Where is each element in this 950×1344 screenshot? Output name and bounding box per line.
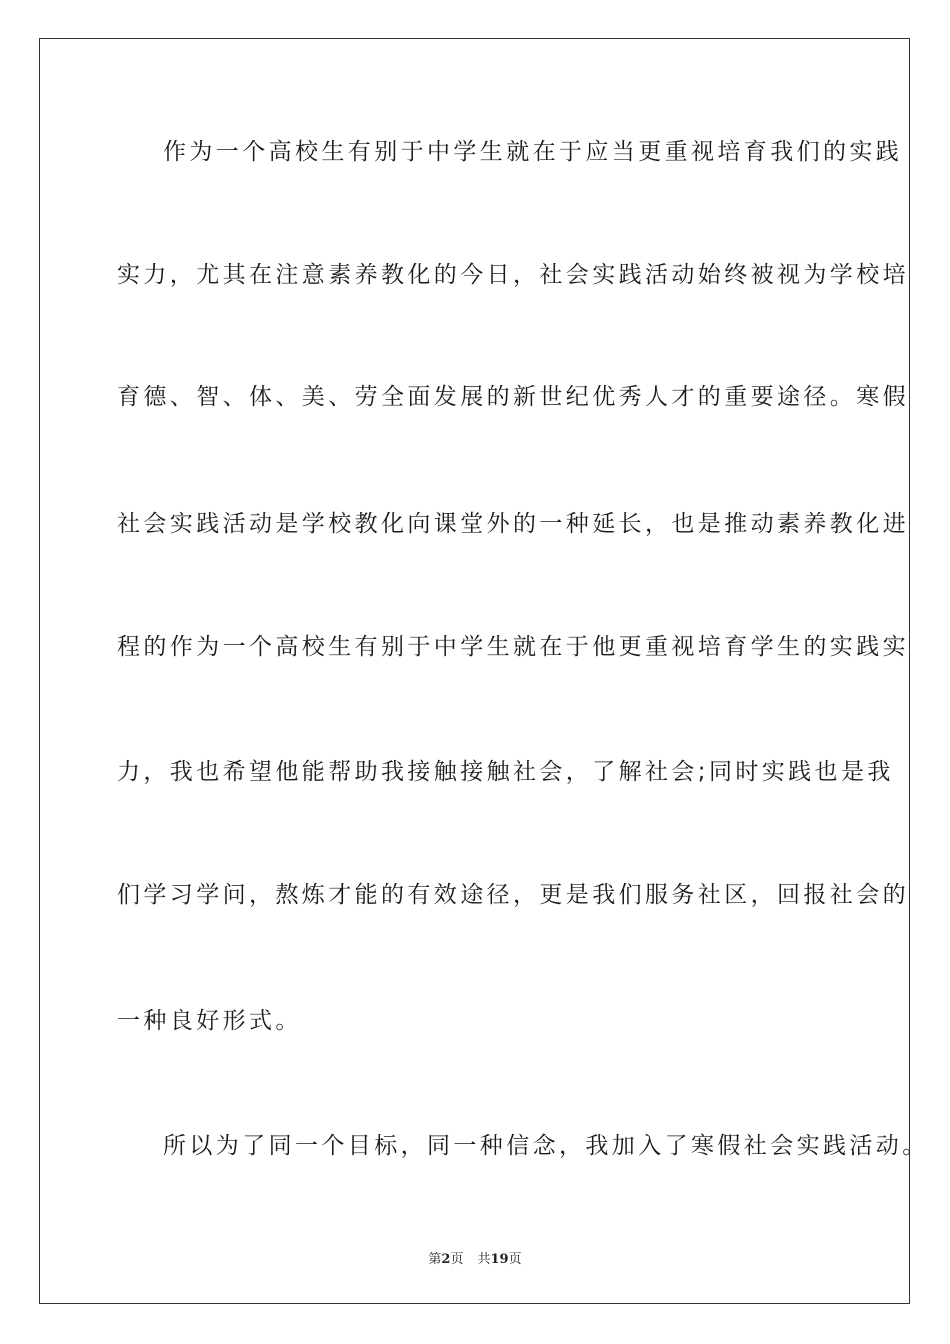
total-prefix: 共 [477,1252,491,1267]
paragraph-1-line-2: 实力，尤其在注意素养教化的今日，社会实践活动始终被视为学校培 [117,262,909,288]
page-prefix: 第 [428,1252,442,1267]
paragraph-1-line-7: 们学习学问，熬炼才能的有效途径，更是我们服务社区，回报社会的 [117,882,909,908]
paragraph-1-line-1: 作为一个高校生有别于中学生就在于应当更重视培育我们的实践 [163,139,903,165]
page-footer [0,1248,950,1267]
total-suffix: 页 [508,1252,522,1267]
page-suffix: 页 [450,1252,464,1267]
total-pages: 19 [490,1252,509,1267]
paragraph-1-line-6: 力，我也希望他能帮助我接触接触社会，了解社会;同时实践也是我 [117,759,894,785]
paragraph-1-line-8: 一种良好形式。 [117,1008,302,1034]
paragraph-2-line-1: 所以为了同一个目标，同一种信念，我加入了寒假社会实践活动。 [163,1133,929,1159]
paragraph-1-line-4: 社会实践活动是学校教化向课堂外的一种延长，也是推动素养教化进 [117,511,909,537]
paragraph-1-line-3: 育德、智、体、美、劳全面发展的新世纪优秀人才的重要途径。寒假 [117,384,909,410]
paragraph-1-line-5: 程的作为一个高校生有别于中学生就在于他更重视培育学生的实践实 [117,634,909,660]
page-border [39,38,929,1304]
page-number: 2 [441,1252,451,1267]
